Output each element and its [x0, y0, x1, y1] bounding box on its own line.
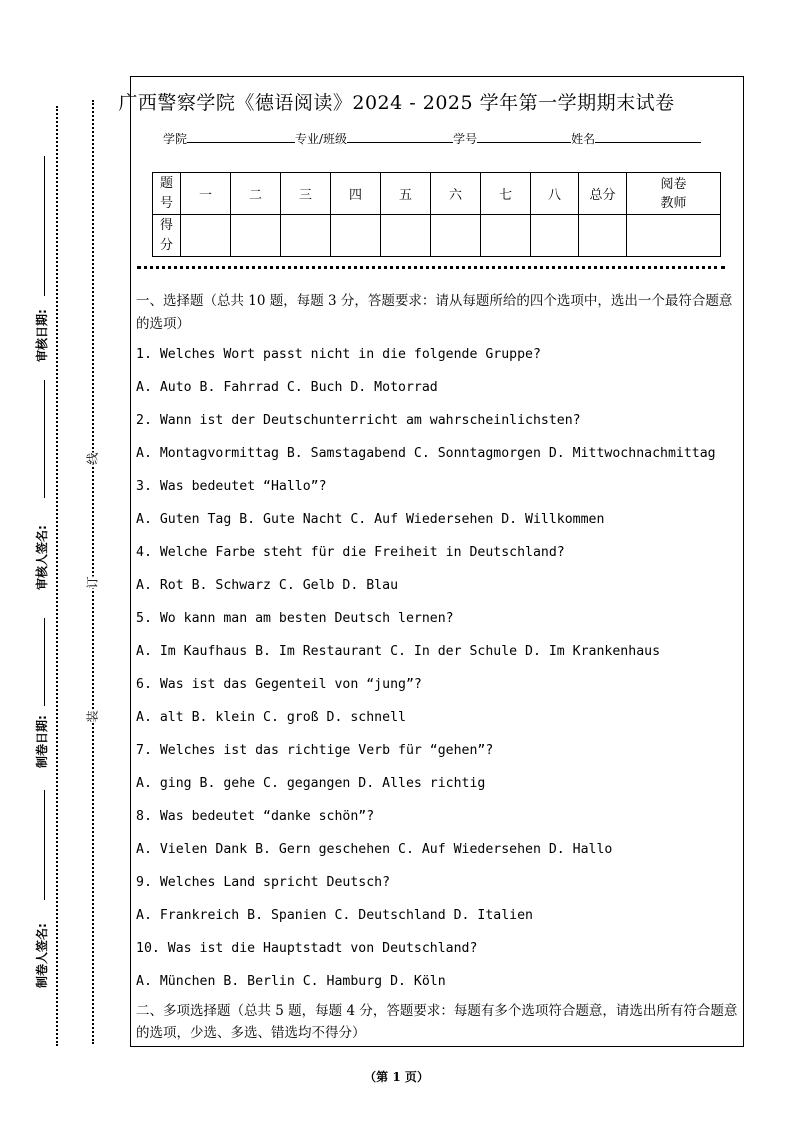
major-label: 专业/班级	[295, 132, 348, 146]
score-cell[interactable]	[381, 215, 431, 257]
score-cell[interactable]	[481, 215, 531, 257]
binding-dotted-line-inner	[92, 100, 94, 1044]
answer-options: A. Rot B. Schwarz C. Gelb D. Blau	[136, 578, 399, 593]
answer-options: A. Vielen Dank B. Gern geschehen C. Auf Wiedersehen D. Hallo	[136, 842, 613, 857]
section-1-title: 一、选择题（总共 10 题，每题 3 分，答题要求：请从每题所给的四个选项中，选出一个最符合题意的选项）	[136, 293, 733, 332]
page-number: （第 1 页）	[364, 1070, 429, 1084]
cut-label-bind: 装	[85, 710, 100, 723]
score-cell[interactable]	[331, 215, 381, 257]
major-field[interactable]	[347, 130, 453, 143]
answer-options: A. ging B. gehe C. gegangen D. Alles richtig	[136, 776, 486, 791]
score-table-score-row	[153, 215, 721, 257]
answer-options: A. Auto B. Fahrrad C. Buch D. Motorrad	[136, 380, 438, 395]
score-cell[interactable]	[531, 215, 579, 257]
score-cell[interactable]	[231, 215, 281, 257]
binding-dotted-line-outer	[56, 106, 58, 1046]
student-id-field[interactable]	[477, 130, 571, 143]
score-row-label: 得 分	[153, 215, 181, 257]
answer-options: A. München B. Berlin C. Hamburg D. Köln	[136, 974, 446, 989]
score-table-header-row	[153, 173, 721, 215]
exam-title: 广西警察学院《德语阅读》2024 - 2025 学年第一学期期末试卷	[118, 92, 675, 114]
col-2: 二	[231, 173, 281, 215]
question-text: 6. Was ist das Gegenteil von “jung”?	[136, 677, 422, 692]
section-1	[136, 290, 742, 1006]
question-text: 5. Wo kann man am besten Deutsch lernen?	[136, 611, 454, 626]
col-1: 一	[181, 173, 231, 215]
section-2-title: 二、多项选择题（总共 5 题，每题 4 分，答题要求：每题有多个选项符合题意，请选出所有符合题意的选项，少选、多选、错选均不得分）	[136, 1003, 738, 1041]
make-date-line	[44, 618, 45, 706]
question-text: 4. Welche Farbe steht für die Freiheit in Deutschland?	[136, 545, 565, 560]
score-cell[interactable]	[181, 215, 231, 257]
score-cell[interactable]	[281, 215, 331, 257]
name-field[interactable]	[595, 130, 701, 143]
col-5: 五	[381, 173, 431, 215]
answer-options: A. alt B. klein C. groß D. schnell	[136, 710, 406, 725]
question-number-header: 题 号	[153, 173, 181, 215]
reviewer-sign-line	[44, 380, 45, 498]
score-cell[interactable]	[579, 215, 627, 257]
student-info	[163, 130, 701, 147]
score-cell[interactable]	[431, 215, 481, 257]
question-text: 9. Welches Land spricht Deutsch?	[136, 875, 391, 890]
col-7: 七	[481, 173, 531, 215]
make-date-label: 制卷日期:	[35, 715, 49, 768]
col-3: 三	[281, 173, 331, 215]
question-text: 1. Welches Wort passt nicht in die folgende Gruppe?	[136, 347, 541, 362]
col-4: 四	[331, 173, 381, 215]
question-text: 10. Was ist die Hauptstadt von Deutschland?	[136, 941, 478, 956]
cut-label-order: 订	[85, 576, 100, 589]
question-text: 7. Welches ist das richtige Verb für “gehen”?	[136, 743, 494, 758]
answer-options: A. Montagvormittag B. Samstagabend C. Sonntagmorgen D. Mittwochnachmittag	[136, 446, 716, 461]
name-label: 姓名	[571, 132, 596, 146]
answer-options: A. Guten Tag B. Gute Nacht C. Auf Wiedersehen D. Willkommen	[136, 512, 605, 527]
col-6: 六	[431, 173, 481, 215]
question-text: 8. Was bedeutet “danke schön”?	[136, 809, 375, 824]
col-total: 总分	[579, 173, 627, 215]
separator-dotted-line	[137, 266, 725, 272]
answer-options: A. Frankreich B. Spanien C. Deutschland D. Italien	[136, 908, 533, 923]
cut-label-line: 线	[85, 452, 100, 465]
reviewer-header: 阅卷 教师	[627, 173, 721, 215]
maker-sign-line	[44, 790, 45, 900]
col-8: 八	[531, 173, 579, 215]
score-table	[152, 172, 721, 257]
question-text: 3. Was bedeutet “Hallo”?	[136, 479, 327, 494]
college-field[interactable]	[187, 130, 295, 143]
question-list	[136, 346, 742, 1006]
review-date-label: 审核日期:	[35, 309, 49, 362]
answer-options: A. Im Kaufhaus B. Im Restaurant C. In der Schule D. Im Krankenhaus	[136, 644, 661, 659]
review-date-line	[44, 156, 45, 296]
question-text: 2. Wann ist der Deutschunterricht am wahrscheinlichsten?	[136, 413, 581, 428]
maker-sign-label: 制卷人签名:	[35, 923, 49, 988]
reviewer-sign-label: 审核人签名:	[35, 525, 49, 590]
reviewer-cell[interactable]	[627, 215, 721, 257]
student-id-label: 学号	[453, 132, 478, 146]
college-label: 学院	[163, 132, 188, 146]
